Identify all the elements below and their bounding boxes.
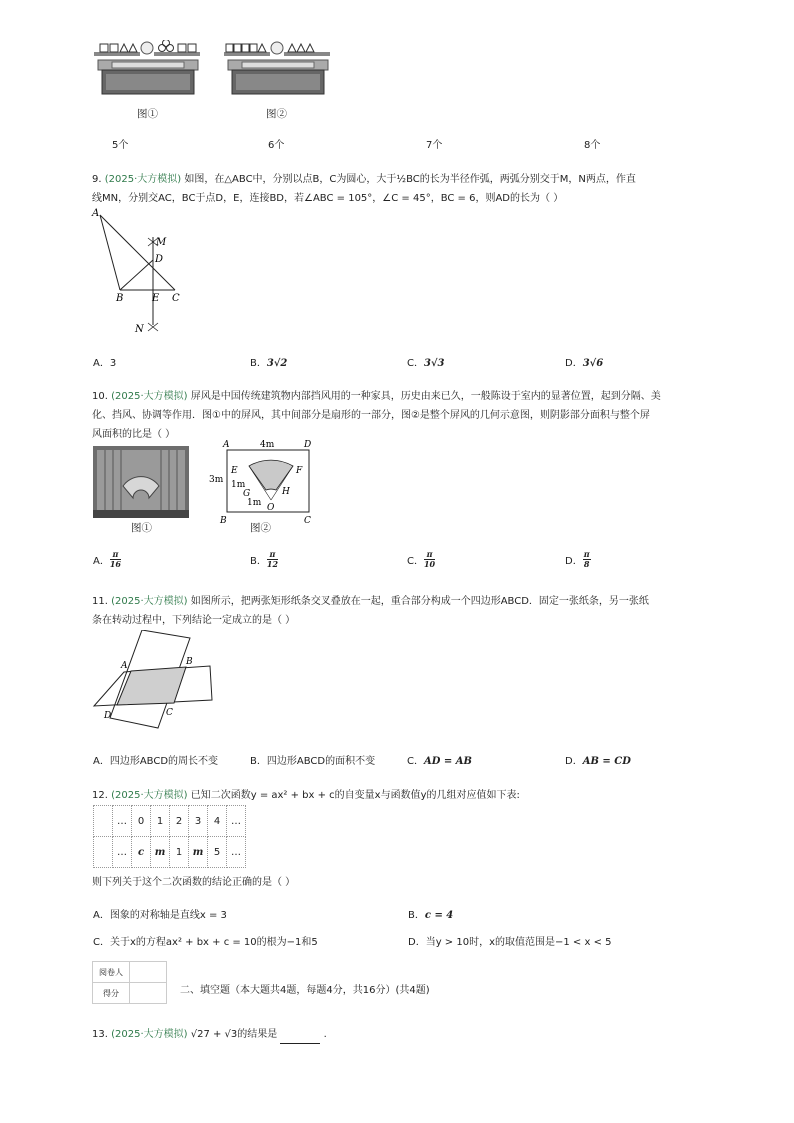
q12-line1: 已知二次函数y = ax² + bx + c的自变量x与函数值y的几组对应值如下表:: [190, 790, 520, 801]
q10-label-1m-b: 1m: [247, 498, 262, 508]
q10-line3: 风面积的比是（ ）: [92, 429, 176, 440]
q10-figure-1: [93, 446, 189, 518]
top-figure-2-caption: 图②: [266, 108, 287, 120]
q9-label-m: M: [156, 237, 167, 248]
q10-label-d: D: [304, 440, 312, 450]
q9-option-a[interactable]: A．3: [93, 358, 117, 369]
reviewer-cell[interactable]: [130, 962, 167, 983]
q12-table-row-y: … c m 1 m 5 …: [94, 837, 246, 868]
q11-text: [92, 592, 712, 630]
score-box: [92, 961, 167, 1004]
q10-label-h: H: [282, 487, 290, 497]
top-figure-2: [222, 40, 334, 106]
q12-option-b[interactable]: B．c = 4: [408, 910, 454, 921]
q9-label-b: B: [116, 293, 124, 304]
q10-label-c: C: [304, 516, 311, 526]
q12-text: [92, 786, 712, 805]
q8-option-a[interactable]: 5个: [112, 140, 129, 151]
q10-label-1m-a: 1m: [231, 480, 246, 490]
q13-number: 13.: [92, 1029, 108, 1040]
q10-figure-1-caption: 图①: [131, 522, 152, 534]
q10-figure-2: [205, 438, 325, 530]
q11-label-d: D: [104, 711, 112, 721]
q10-label-4m: 4m: [260, 440, 275, 450]
top-figure-1-caption: 图①: [137, 108, 158, 120]
q12-number: 12.: [92, 790, 108, 801]
folding-screen-photo-icon: [93, 446, 189, 518]
balance-scale-2-icon: [222, 40, 334, 106]
q11-number: 11.: [92, 596, 108, 607]
q9-text: [92, 170, 712, 208]
q10-figure-2-caption: 图②: [250, 522, 271, 534]
balance-scale-1-icon: [92, 40, 204, 106]
q9-line1: 如图，在△ABC中，分别以点B，C为圆心，大于½BC的长为半径作弧，两弧分别交于M，N两点，作直: [184, 174, 636, 185]
q11-source: (2025·大方模拟): [111, 596, 188, 607]
q11-label-b: B: [186, 657, 193, 667]
q10-label-f: F: [296, 466, 303, 476]
score-cell[interactable]: [130, 983, 167, 1004]
q12-question: 则下列关于这个二次函数的结论正确的是（ ）: [92, 877, 296, 888]
q11-label-a: A: [121, 661, 128, 671]
q10-label-a: A: [223, 440, 230, 450]
q9-label-a: A: [92, 208, 100, 219]
q11-option-b[interactable]: B．四边形ABCD的面积不变: [250, 756, 376, 767]
q10-option-c[interactable]: C． $\frac{\pi}{10}$: [407, 549, 436, 569]
q12-option-c[interactable]: C．关于x的方程ax² + bx + c = 10的根为−1和5: [93, 937, 318, 948]
q10-number: 10.: [92, 391, 108, 402]
q8-option-b[interactable]: 6个: [268, 140, 285, 151]
q11-option-a[interactable]: A．四边形ABCD的周长不变: [93, 756, 219, 767]
q10-option-b[interactable]: B． $\frac{\pi}{12}$: [250, 549, 279, 569]
q10-label-e: E: [231, 466, 238, 476]
q11-line1: 如图所示，把两张矩形纸条交叉叠放在一起，重合部分构成一个四边形ABCD．固定一张纸条，另一张纸: [190, 596, 649, 607]
q10-label-o: O: [267, 503, 275, 513]
q9-label-c: C: [172, 293, 180, 304]
q10-option-a[interactable]: A． $\frac{\pi}{16}$: [93, 549, 121, 569]
q12-source: (2025·大方模拟): [111, 790, 188, 801]
q12-option-a[interactable]: A．图象的对称轴是直线x = 3: [93, 910, 227, 921]
reviewer-label: 阅卷人: [93, 962, 130, 983]
q10-line1: 屏风是中国传统建筑物内部挡风用的一种家具，历史由来已久，一般陈设于室内的显著位置，起到分隔、美: [190, 391, 661, 402]
q10-text: [92, 387, 712, 444]
q11-option-d[interactable]: D．AB = CD: [565, 756, 631, 767]
q9-label-d: D: [155, 254, 164, 265]
q9-number: 9.: [92, 174, 102, 185]
q8-option-c[interactable]: 7个: [426, 140, 443, 151]
score-label: 得分: [93, 983, 130, 1004]
q13-answer-blank[interactable]: [280, 1033, 320, 1044]
q12-value-table: [93, 805, 246, 868]
q10-source: (2025·大方模拟): [111, 391, 188, 402]
q10-line2: 化、挡风、协调等作用．图①中的屏风，其中间部分是扇形的一部分，图②是整个屏风的几何示意图，则阴影部分面积与整个屏: [92, 410, 650, 421]
q13-body: √27 + √3的结果是: [190, 1029, 278, 1040]
q10-option-d[interactable]: D． $\frac{\pi}{8}$: [565, 549, 590, 569]
q8-option-d[interactable]: 8个: [584, 140, 601, 151]
q12-table-row-x: … 0 1 2 3 4 …: [94, 806, 246, 837]
q9-line2: 线MN，分别交AC，BC于点D，E，连接BD，若∠ABC = 105°，∠C = 45°，BC = 6，则AD的长为（ ）: [92, 193, 564, 204]
q9-label-n: N: [135, 324, 144, 335]
q9-option-d[interactable]: D．3√6: [565, 358, 604, 369]
q10-label-3m: 3m: [209, 475, 224, 485]
q9-option-c[interactable]: C．3√3: [407, 358, 445, 369]
q10-label-g: G: [243, 489, 251, 499]
top-figure-1: [92, 40, 204, 106]
q10-label-b: B: [220, 516, 227, 526]
q9-figure: [90, 205, 190, 340]
q12-option-d[interactable]: D．当y > 10时，x的取值范围是−1 < x < 5: [408, 937, 612, 948]
q9-label-e: E: [152, 293, 160, 304]
q13-source: (2025·大方模拟): [111, 1029, 188, 1040]
q9-source: (2025·大方模拟): [104, 174, 182, 185]
q11-figure: [90, 630, 220, 730]
q11-option-c[interactable]: C．AD = AB: [407, 756, 472, 767]
q13-text: [92, 1025, 712, 1044]
q11-line2: 条在转动过程中，下列结论一定成立的是（ ）: [92, 615, 296, 626]
q13-period: .: [323, 1029, 327, 1040]
q11-label-c: C: [166, 708, 173, 718]
q9-option-b[interactable]: B．3√2: [250, 358, 288, 369]
section2-title: 二、填空题（本大题共4题，每题4分，共16分）(共4题): [180, 985, 430, 996]
